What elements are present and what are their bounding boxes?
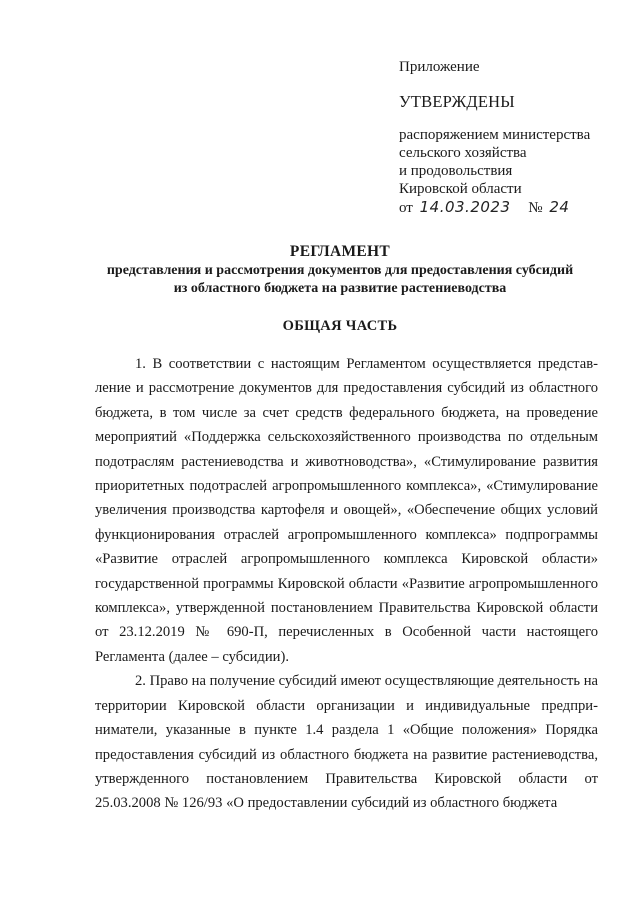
order-reference [399,126,629,217]
document-title: РЕГЛАМЕНТ [289,243,391,260]
handwritten-date: 14.03.2023 [419,198,511,216]
order-line: Кировской области [399,181,522,197]
order-date-number [399,198,629,217]
number-sign: № [528,200,543,216]
handwritten-number: 24 [549,198,570,216]
paragraph: 2. Право на получение субсидий имеют осуществляющие деятельность на территории Кировской области организации и индивидуальные предприниматели, указанные в пункте 1.4 раздела 1 «Общие положения» Порядка предоставления субсидий из областного бюджета на развитие растениеводства, утвержденного постановлением Правительства Кировской области от 25.03.2008 № 126/93 «О предоставлении субсидий из областного бюджета [95,673,598,812]
order-line: сельского хозяйства [399,145,527,161]
document-subtitle-line: представления и рассмотрения документов для предоставления субсидий [106,263,574,278]
section-heading: ОБЩАЯ ЧАСТЬ [282,318,398,334]
approval-block [399,58,629,217]
body-text [95,352,598,816]
order-line: и продовольствия [399,163,513,179]
document-subtitle-line: из областного бюджета на развитие растениеводства [173,281,507,296]
order-line: распоряжением министерства [399,127,591,143]
paragraph: 1. В соответствии с настоящим Регламентом осуществляется представление и рассмотрение документов для предоставления субсидий из областного бюджета, в том числе за счет средств федерального бюджета, на проведение мероприятий «Поддержка сельскохозяйственного производства по отдельным подотраслям растениеводства и животноводства», «Стимулирование развития приоритетных подотраслей агропромышленного комплекса», «Стимулирование увеличения производства картофеля и овощей», «Обеспечение общих условий функционирования отраслей агропромышленного комплекса» подпрограммы «Развитие отраслей агропромышленного комплекса Кировской области» государственной программы Кировской области «Развитие агропромышленного комплекса», утвержденной постановлением Правительства Кировской области от 23.12.2019 № 690-П, перечисленных в Особенной части настоящего Регламента (далее – субсидии). [95,356,598,665]
approved-label: УТВЕРЖДЕНЫ [399,92,515,111]
appendix-label: Приложение [399,59,480,75]
date-prefix: от [399,200,413,216]
title-block [60,242,620,298]
